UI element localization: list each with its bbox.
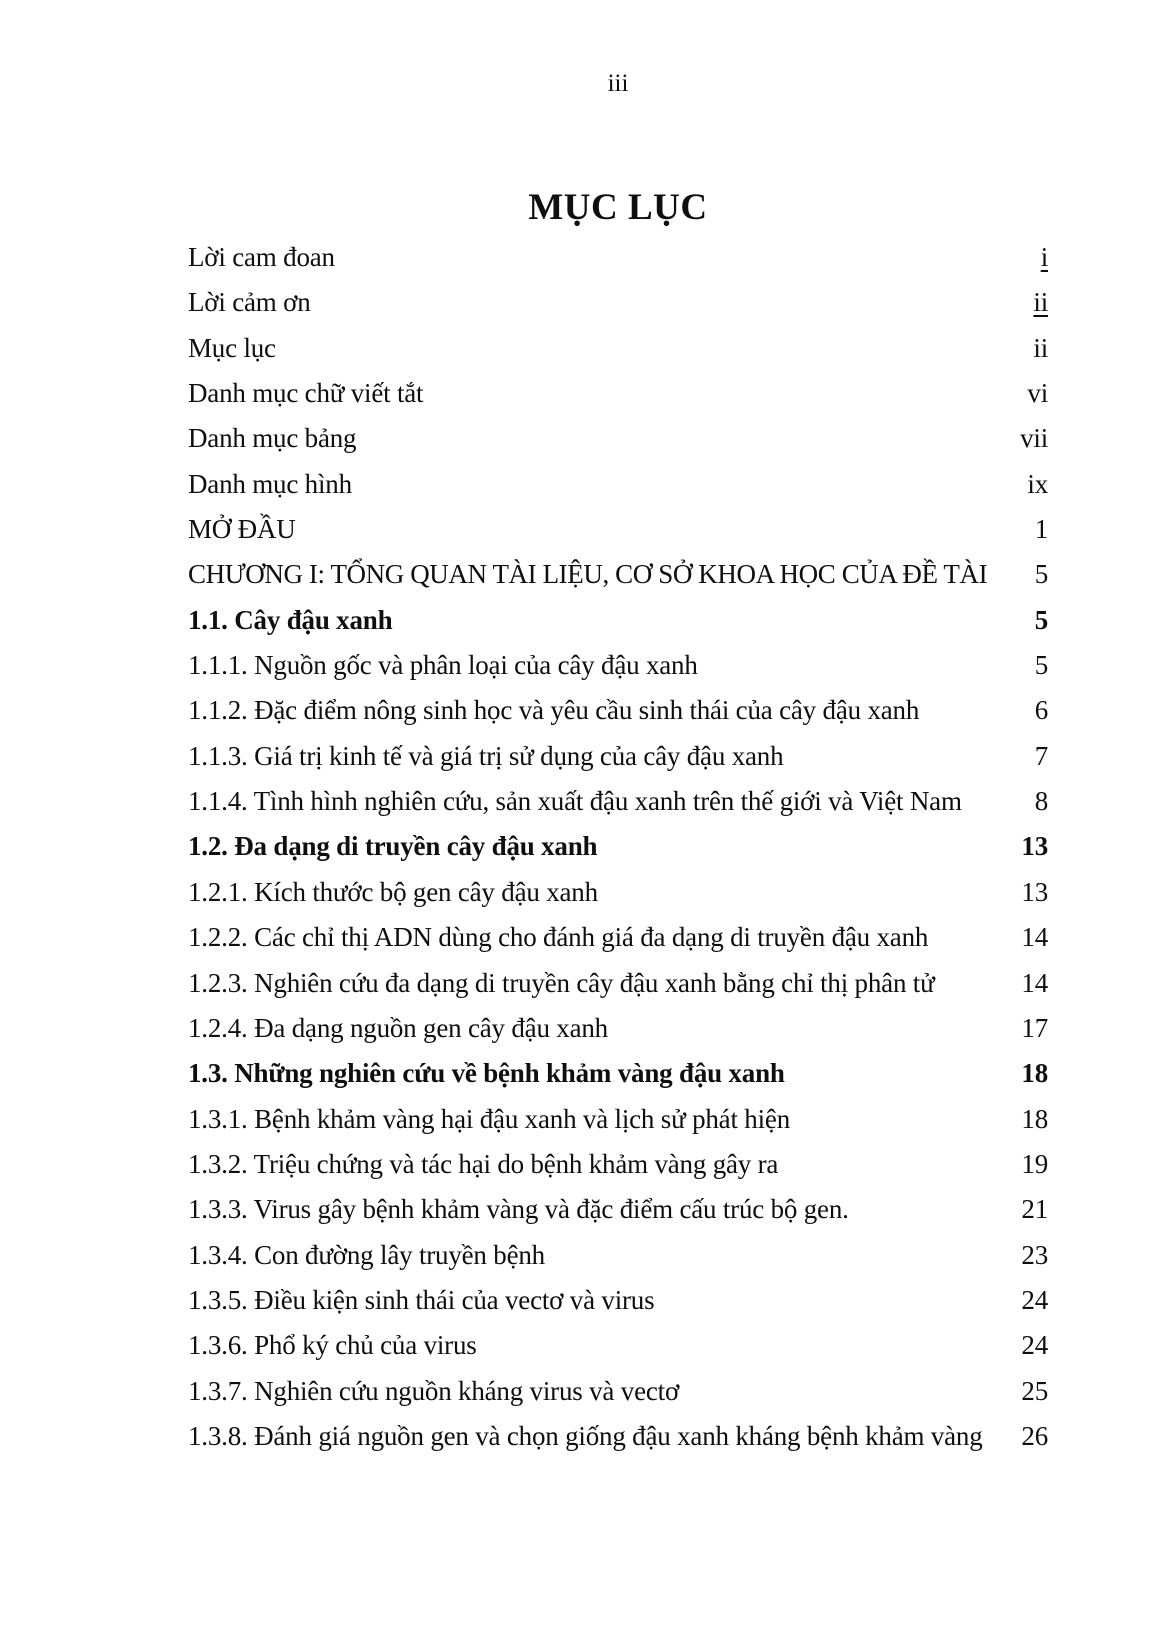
toc-entry-page-number: 14 bbox=[1021, 922, 1048, 953]
toc-entry-label: 1.3.4. Con đường lây truyền bệnh bbox=[188, 1239, 545, 1270]
toc-entry bbox=[188, 779, 1048, 824]
toc-entry-page-number: 19 bbox=[1021, 1148, 1048, 1179]
toc-entry bbox=[188, 1142, 1048, 1187]
toc-entry bbox=[188, 1323, 1048, 1368]
toc-entry-page-number: 5 bbox=[1034, 559, 1048, 590]
toc-entry-page-number: 13 bbox=[1021, 831, 1048, 862]
toc-entry-page-number: 26 bbox=[1021, 1420, 1048, 1451]
toc-entry-page-number: 13 bbox=[1021, 876, 1048, 907]
toc-entry-label: 1.3.5. Điều kiện sinh thái của vectơ và virus bbox=[188, 1284, 655, 1315]
toc-list bbox=[188, 235, 1048, 1459]
toc-entry-page-number: 6 bbox=[1034, 695, 1048, 726]
toc-entry-label: 1.2. Đa dạng di truyền cây đậu xanh bbox=[188, 831, 598, 862]
toc-entry-page-number: 24 bbox=[1021, 1284, 1048, 1315]
toc-entry bbox=[188, 1369, 1048, 1414]
toc-entry bbox=[188, 643, 1048, 688]
toc-entry bbox=[188, 1414, 1048, 1459]
toc-entry-page-number: vii bbox=[1020, 423, 1048, 454]
toc-entry bbox=[188, 326, 1048, 371]
toc-entry bbox=[188, 552, 1048, 597]
toc-entry bbox=[188, 870, 1048, 915]
toc-entry bbox=[188, 1187, 1048, 1232]
toc-entry-label: 1.3.7. Nghiên cứu nguồn kháng virus và vectơ bbox=[188, 1375, 680, 1406]
toc-entry bbox=[188, 734, 1048, 779]
toc-entry-page-number: 7 bbox=[1034, 740, 1048, 771]
toc-entry bbox=[188, 915, 1048, 960]
toc-entry bbox=[188, 824, 1048, 869]
toc-entry-label: Danh mục hình bbox=[188, 468, 352, 499]
toc-entry-label: CHƯƠNG I: TỔNG QUAN TÀI LIỆU, CƠ SỞ KHOA HỌC CỦA ĐỀ TÀI bbox=[188, 559, 988, 590]
toc-entry-label: 1.2.3. Nghiên cứu đa dạng di truyền cây đậu xanh bằng chỉ thị phân tử bbox=[188, 967, 935, 998]
toc-entry bbox=[188, 1278, 1048, 1323]
toc-entry-page-number: ii bbox=[1033, 332, 1048, 363]
toc-entry-label: MỞ ĐẦU bbox=[188, 514, 296, 545]
toc-entry-label: 1.3.3. Virus gây bệnh khảm vàng và đặc điểm cấu trúc bộ gen. bbox=[188, 1194, 849, 1225]
toc-entry bbox=[188, 961, 1048, 1006]
toc-entry-page-number: 5 bbox=[1034, 650, 1048, 681]
toc-entry-page-number: ix bbox=[1027, 468, 1048, 499]
toc-entry-label: 1.3.6. Phổ ký chủ của virus bbox=[188, 1330, 477, 1361]
toc-entry-label: 1.1.2. Đặc điểm nông sinh học và yêu cầu sinh thái của cây đậu xanh bbox=[188, 695, 920, 726]
toc-entry bbox=[188, 688, 1048, 733]
toc-entry-page-number: 14 bbox=[1021, 967, 1048, 998]
toc-entry-label: 1.3. Những nghiên cứu về bệnh khảm vàng đậu xanh bbox=[188, 1058, 785, 1089]
toc-entry bbox=[188, 507, 1048, 552]
toc-entry-label: 1.2.1. Kích thước bộ gen cây đậu xanh bbox=[188, 876, 598, 907]
page-title: MỤC LỤC bbox=[528, 187, 708, 228]
toc-entry-page-number: 17 bbox=[1021, 1012, 1048, 1043]
toc-entry-page-number: vi bbox=[1027, 378, 1048, 409]
toc-entry-page-number: 5 bbox=[1034, 604, 1048, 635]
toc-entry bbox=[188, 1097, 1048, 1142]
toc-entry-label: 1.1. Cây đậu xanh bbox=[188, 604, 393, 635]
toc-entry-label: 1.1.1. Nguồn gốc và phân loại của cây đậu xanh bbox=[188, 650, 698, 681]
toc-entry-page-number: 18 bbox=[1021, 1058, 1048, 1089]
toc-entry-page-number: 18 bbox=[1021, 1103, 1048, 1134]
toc-entry bbox=[188, 1051, 1048, 1096]
toc-entry-label: 1.1.3. Giá trị kinh tế và giá trị sử dụng của cây đậu xanh bbox=[188, 740, 784, 771]
toc-entry-page-number: 1 bbox=[1034, 514, 1048, 545]
toc-entry bbox=[188, 462, 1048, 507]
toc-entry bbox=[188, 1006, 1048, 1051]
toc-entry-label: Danh mục bảng bbox=[188, 423, 357, 454]
toc-entry bbox=[188, 235, 1048, 280]
toc-entry-label: 1.1.4. Tình hình nghiên cứu, sản xuất đậu xanh trên thế giới và Việt Nam bbox=[188, 786, 962, 817]
toc-entry bbox=[188, 371, 1048, 416]
toc-entry-label: 1.3.8. Đánh giá nguồn gen và chọn giống đậu xanh kháng bệnh khảm vàng bbox=[188, 1420, 983, 1451]
toc-entry bbox=[188, 1233, 1048, 1278]
toc-entry-page-number: 21 bbox=[1021, 1194, 1048, 1225]
toc-entry-label: Lời cảm ơn bbox=[188, 287, 311, 318]
toc-entry-page-number: 24 bbox=[1021, 1330, 1048, 1361]
toc-entry-label: 1.2.2. Các chỉ thị ADN dùng cho đánh giá đa dạng di truyền đậu xanh bbox=[188, 922, 929, 953]
toc-entry-page-number[interactable]: i bbox=[1040, 242, 1048, 272]
toc-entry-label: Mục lục bbox=[188, 332, 276, 363]
page-header-number: iii bbox=[607, 70, 629, 97]
toc-entry-label: 1.3.1. Bệnh khảm vàng hại đậu xanh và lịch sử phát hiện bbox=[188, 1103, 790, 1134]
toc-entry-label: Lời cam đoan bbox=[188, 242, 335, 272]
toc-entry bbox=[188, 280, 1048, 325]
toc-entry bbox=[188, 598, 1048, 643]
toc-entry-page-number: 23 bbox=[1021, 1239, 1048, 1270]
toc-entry-label: Danh mục chữ viết tắt bbox=[188, 378, 424, 409]
toc-entry-page-number[interactable]: ii bbox=[1033, 287, 1048, 318]
toc-entry-page-number: 8 bbox=[1034, 786, 1048, 817]
toc-entry bbox=[188, 416, 1048, 461]
toc-entry-label: 1.3.2. Triệu chứng và tác hại do bệnh khảm vàng gây ra bbox=[188, 1148, 779, 1179]
toc-entry-label: 1.2.4. Đa dạng nguồn gen cây đậu xanh bbox=[188, 1012, 608, 1043]
toc-entry-page-number: 25 bbox=[1021, 1375, 1048, 1406]
